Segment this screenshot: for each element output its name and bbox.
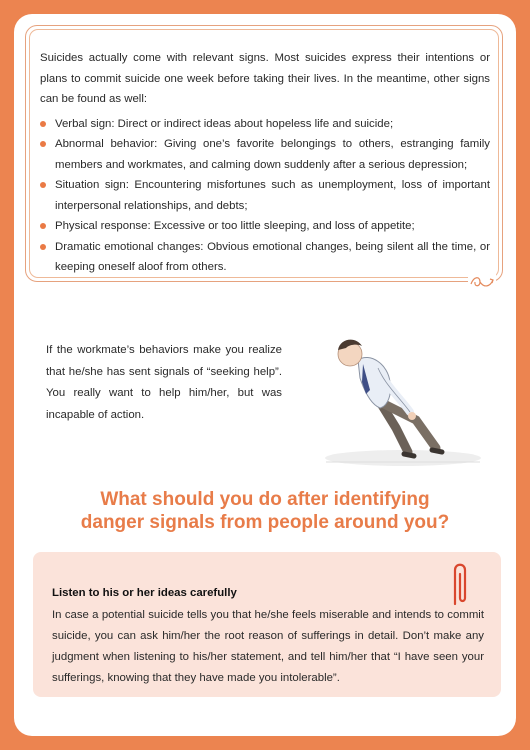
advice-box (33, 552, 501, 697)
warning-signs-content (40, 48, 490, 278)
swirl-ornament-icon (468, 273, 496, 291)
sad-man-illustration (308, 320, 488, 470)
bullet-icon (40, 244, 46, 250)
page-card (14, 14, 516, 736)
bullet-icon (40, 141, 46, 147)
list-item (40, 216, 490, 237)
bullet-icon (40, 182, 46, 188)
question-heading (44, 488, 486, 534)
sign-text: Situation sign: Encountering misfortunes such as unemployment, loss of important interpersonal relationships, and debts; (55, 179, 490, 212)
advice-text: In case a potential suicide tells you that he/she feels miserable and intends to commit suicide, you can ask him/her the root reason of sufferings in detail. Don’t make any judgment when listening to his/her statement, and tell him/her that “I have seen your sufferings, knowing that they have made you intolerable”. (52, 609, 484, 684)
sign-text: Dramatic emotional changes: Obvious emotional changes, being silent all the time, or keeping oneself aloof from others. (55, 240, 490, 273)
paperclip-icon (446, 558, 472, 610)
bullet-icon (40, 223, 46, 229)
list-item (40, 237, 490, 278)
help-paragraph: If the workmate’s behaviors make you realize that he/she has sent signals of “seeking help”. You really want to help him/her, but was incapable of action. (46, 344, 282, 421)
signs-list (40, 114, 490, 278)
signs-intro: Suicides actually come with relevant signs. Most suicides express their intentions or plans to commit suicide one week before taking their lives. In the meantime, other signs can be found as well: (40, 52, 490, 105)
list-item (40, 175, 490, 216)
list-item (40, 114, 490, 135)
sign-text: Abnormal behavior: Giving one’s favorite belongings to others, estranging family members and workmates, and calming down suddenly after a serious depression; (55, 138, 490, 171)
warning-signs-box (25, 25, 503, 282)
question-line-1: What should you do after identifying (100, 489, 430, 510)
question-line-2: danger signals from people around you? (80, 512, 450, 533)
sign-text: Verbal sign: Direct or indirect ideas about hopeless life and suicide; (55, 117, 394, 130)
bullet-icon (40, 121, 46, 127)
list-item (40, 134, 490, 175)
advice-title: Listen to his or her ideas carefully (52, 587, 237, 599)
sign-text: Physical response: Excessive or too little sleeping, and loss of appetite; (55, 220, 415, 232)
